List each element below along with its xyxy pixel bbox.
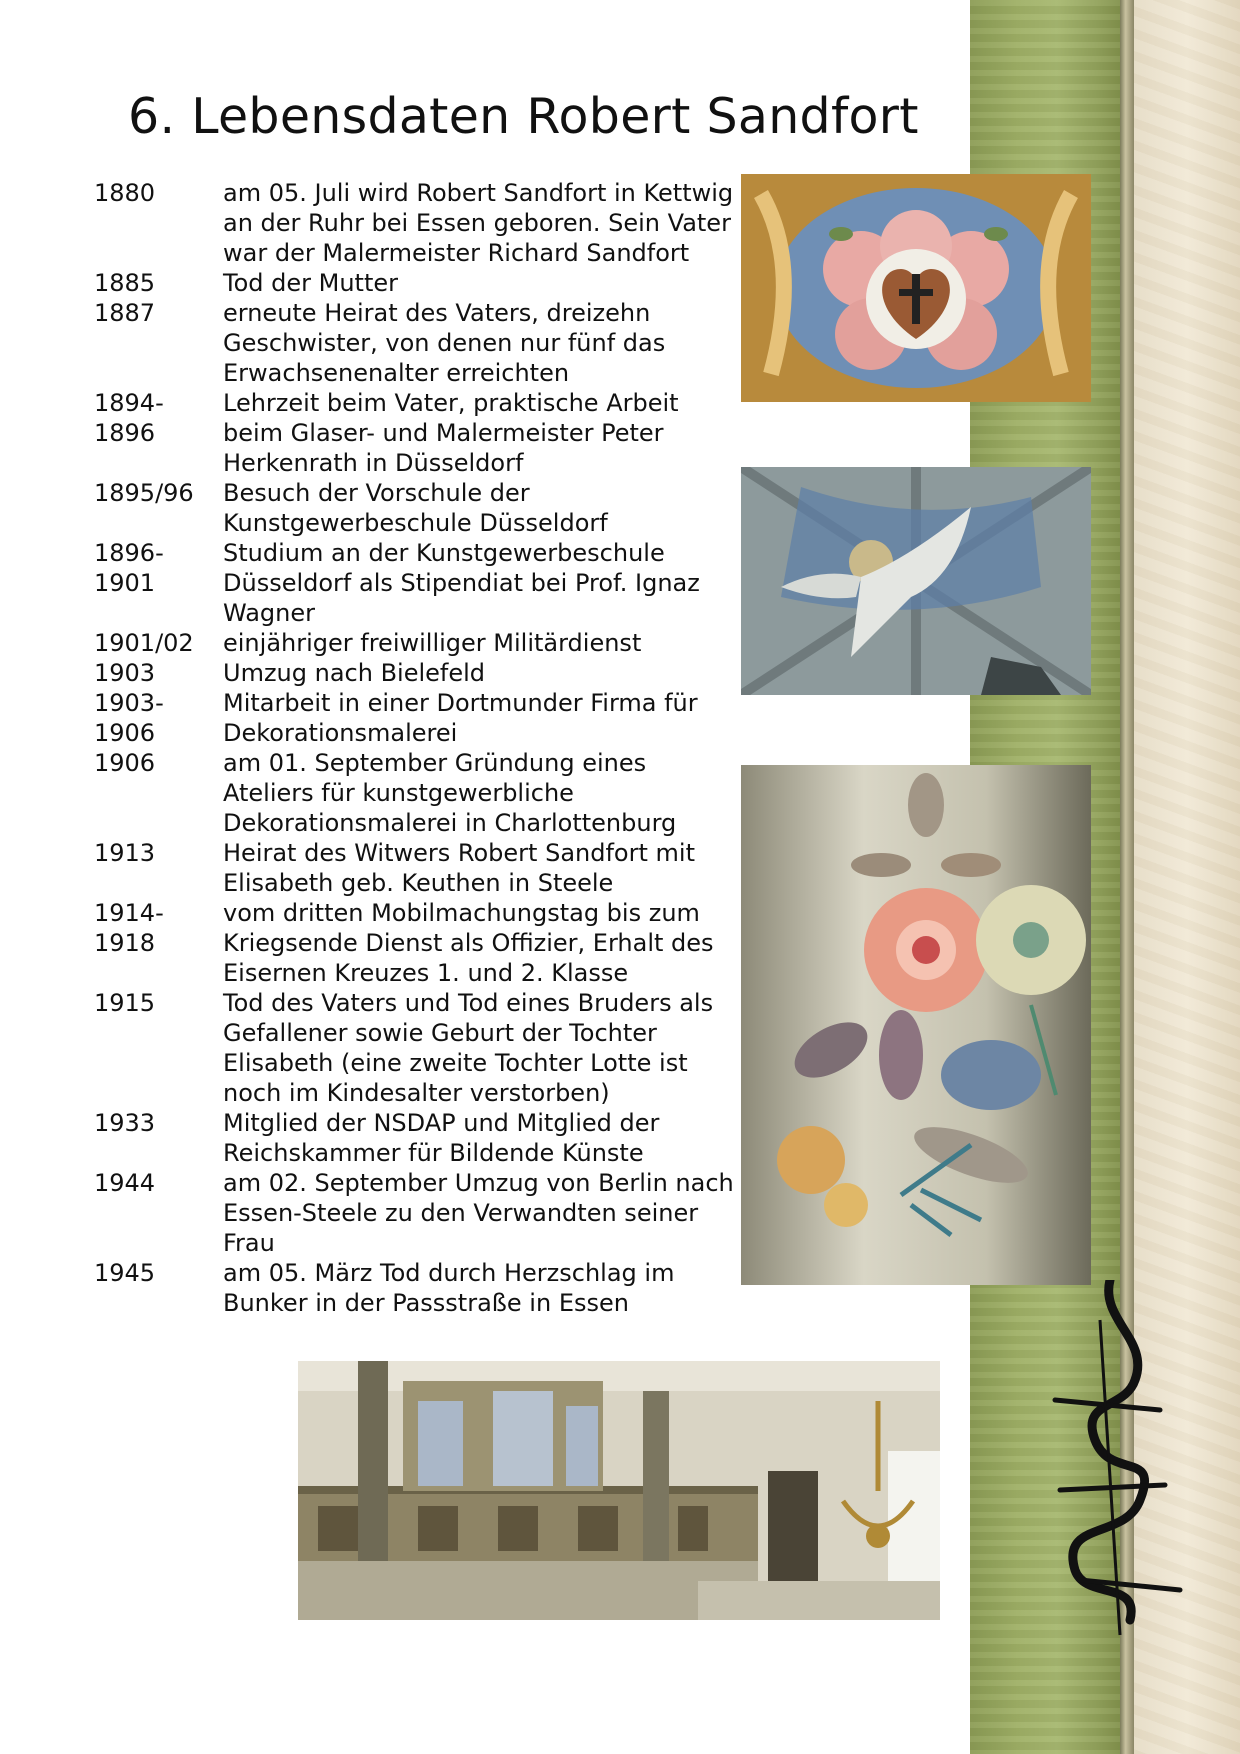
timeline-year: 1914- 1918: [94, 899, 164, 957]
timeline-text: Tod der Mutter: [223, 269, 398, 297]
timeline-text: Tod des Vaters und Tod eines Bruders als Gefallener sowie Geburt der Tochter Elisabeth (eine zweite Tochter Lotte ist noch im Kindesalter verstorben): [223, 989, 714, 1107]
timeline-year: 1903: [94, 659, 156, 687]
timeline-entry: [94, 748, 734, 838]
timeline-entry: [94, 388, 734, 478]
signature-graphic: [1040, 1280, 1190, 1640]
timeline-text: vom dritten Mobilmachungstag bis zum Kriegsende Dienst als Offizier, Erhalt des Eisernen Kreuzes 1. und 2. Klasse: [223, 899, 714, 987]
timeline-text: Lehrzeit beim Vater, praktische Arbeit beim Glaser- und Malermeister Peter Herkenrath in Düsseldorf: [223, 389, 679, 477]
timeline-text: erneute Heirat des Vaters, dreizehn Geschwister, von denen nur fünf das Erwachsenenalter erreichten: [223, 299, 666, 387]
timeline-entry: [94, 898, 734, 988]
timeline-text: einjähriger freiwilliger Militärdienst: [223, 629, 642, 657]
timeline-year: 1903- 1906: [94, 689, 164, 747]
timeline-year: 1880: [94, 179, 156, 207]
timeline-year: 1887: [94, 299, 156, 327]
timeline-year: 1933: [94, 1109, 156, 1137]
timeline-year: 1945: [94, 1259, 156, 1287]
timeline-entry: [94, 1168, 734, 1258]
timeline-entry: [94, 538, 734, 628]
timeline-entry: [94, 988, 734, 1108]
timeline-year: 1915: [94, 989, 156, 1017]
timeline-text: Mitglied der NSDAP und Mitglied der Reichskammer für Bildende Künste: [223, 1109, 660, 1167]
timeline-entry: [94, 178, 734, 268]
timeline-text: am 01. September Gründung eines Ateliers für kunstgewerbliche Dekorationsmalerei in Charlottenburg: [223, 749, 677, 837]
timeline-year: 1913: [94, 839, 156, 867]
timeline-entry: [94, 838, 734, 898]
timeline-entry: [94, 478, 734, 538]
church-interior-photo: [298, 1361, 940, 1620]
timeline-text: Umzug nach Bielefeld: [223, 659, 486, 687]
timeline-year: 1885: [94, 269, 156, 297]
timeline-year: 1894- 1896: [94, 389, 164, 447]
timeline-text: am 05. Juli wird Robert Sandfort in Kettwig an der Ruhr bei Essen geboren. Sein Vater war der Malermeister Richard Sandfort: [223, 179, 734, 267]
timeline-entry: [94, 1258, 734, 1318]
timeline-year: 1944: [94, 1169, 156, 1197]
timeline-text: Studium an der Kunstgewerbeschule Düsseldorf als Stipendiat bei Prof. Ignaz Wagner: [223, 539, 700, 627]
timeline-text: Heirat des Witwers Robert Sandfort mit Elisabeth geb. Keuthen in Steele: [223, 839, 695, 897]
timeline-text: Mitarbeit in einer Dortmunder Firma für Dekorationsmalerei: [223, 689, 698, 747]
timeline-year: 1896- 1901: [94, 539, 164, 597]
timeline-year: 1895/96: [94, 479, 194, 507]
timeline-text: am 05. März Tod durch Herzschlag im Bunker in der Passstraße in Essen: [223, 1259, 675, 1317]
page-title: 6. Lebensdaten Robert Sandfort: [128, 88, 919, 145]
timeline-list: [94, 178, 734, 1318]
timeline-text: Besuch der Vorschule der Kunstgewerbeschule Düsseldorf: [223, 479, 608, 537]
timeline-entry: [94, 1108, 734, 1168]
timeline-entry: [94, 298, 734, 388]
timeline-entry: [94, 688, 734, 748]
timeline-entry: [94, 658, 734, 688]
timeline-year: 1906: [94, 749, 156, 777]
timeline-entry: [94, 268, 734, 298]
timeline-entry: [94, 628, 734, 658]
floral-column-photo: [741, 765, 1091, 1285]
timeline-text: am 02. September Umzug von Berlin nach Essen-Steele zu den Verwandten seiner Frau: [223, 1169, 734, 1257]
luther-rose-photo: [741, 174, 1091, 402]
dove-painting-photo: [741, 467, 1091, 695]
timeline-year: 1901/02: [94, 629, 194, 657]
